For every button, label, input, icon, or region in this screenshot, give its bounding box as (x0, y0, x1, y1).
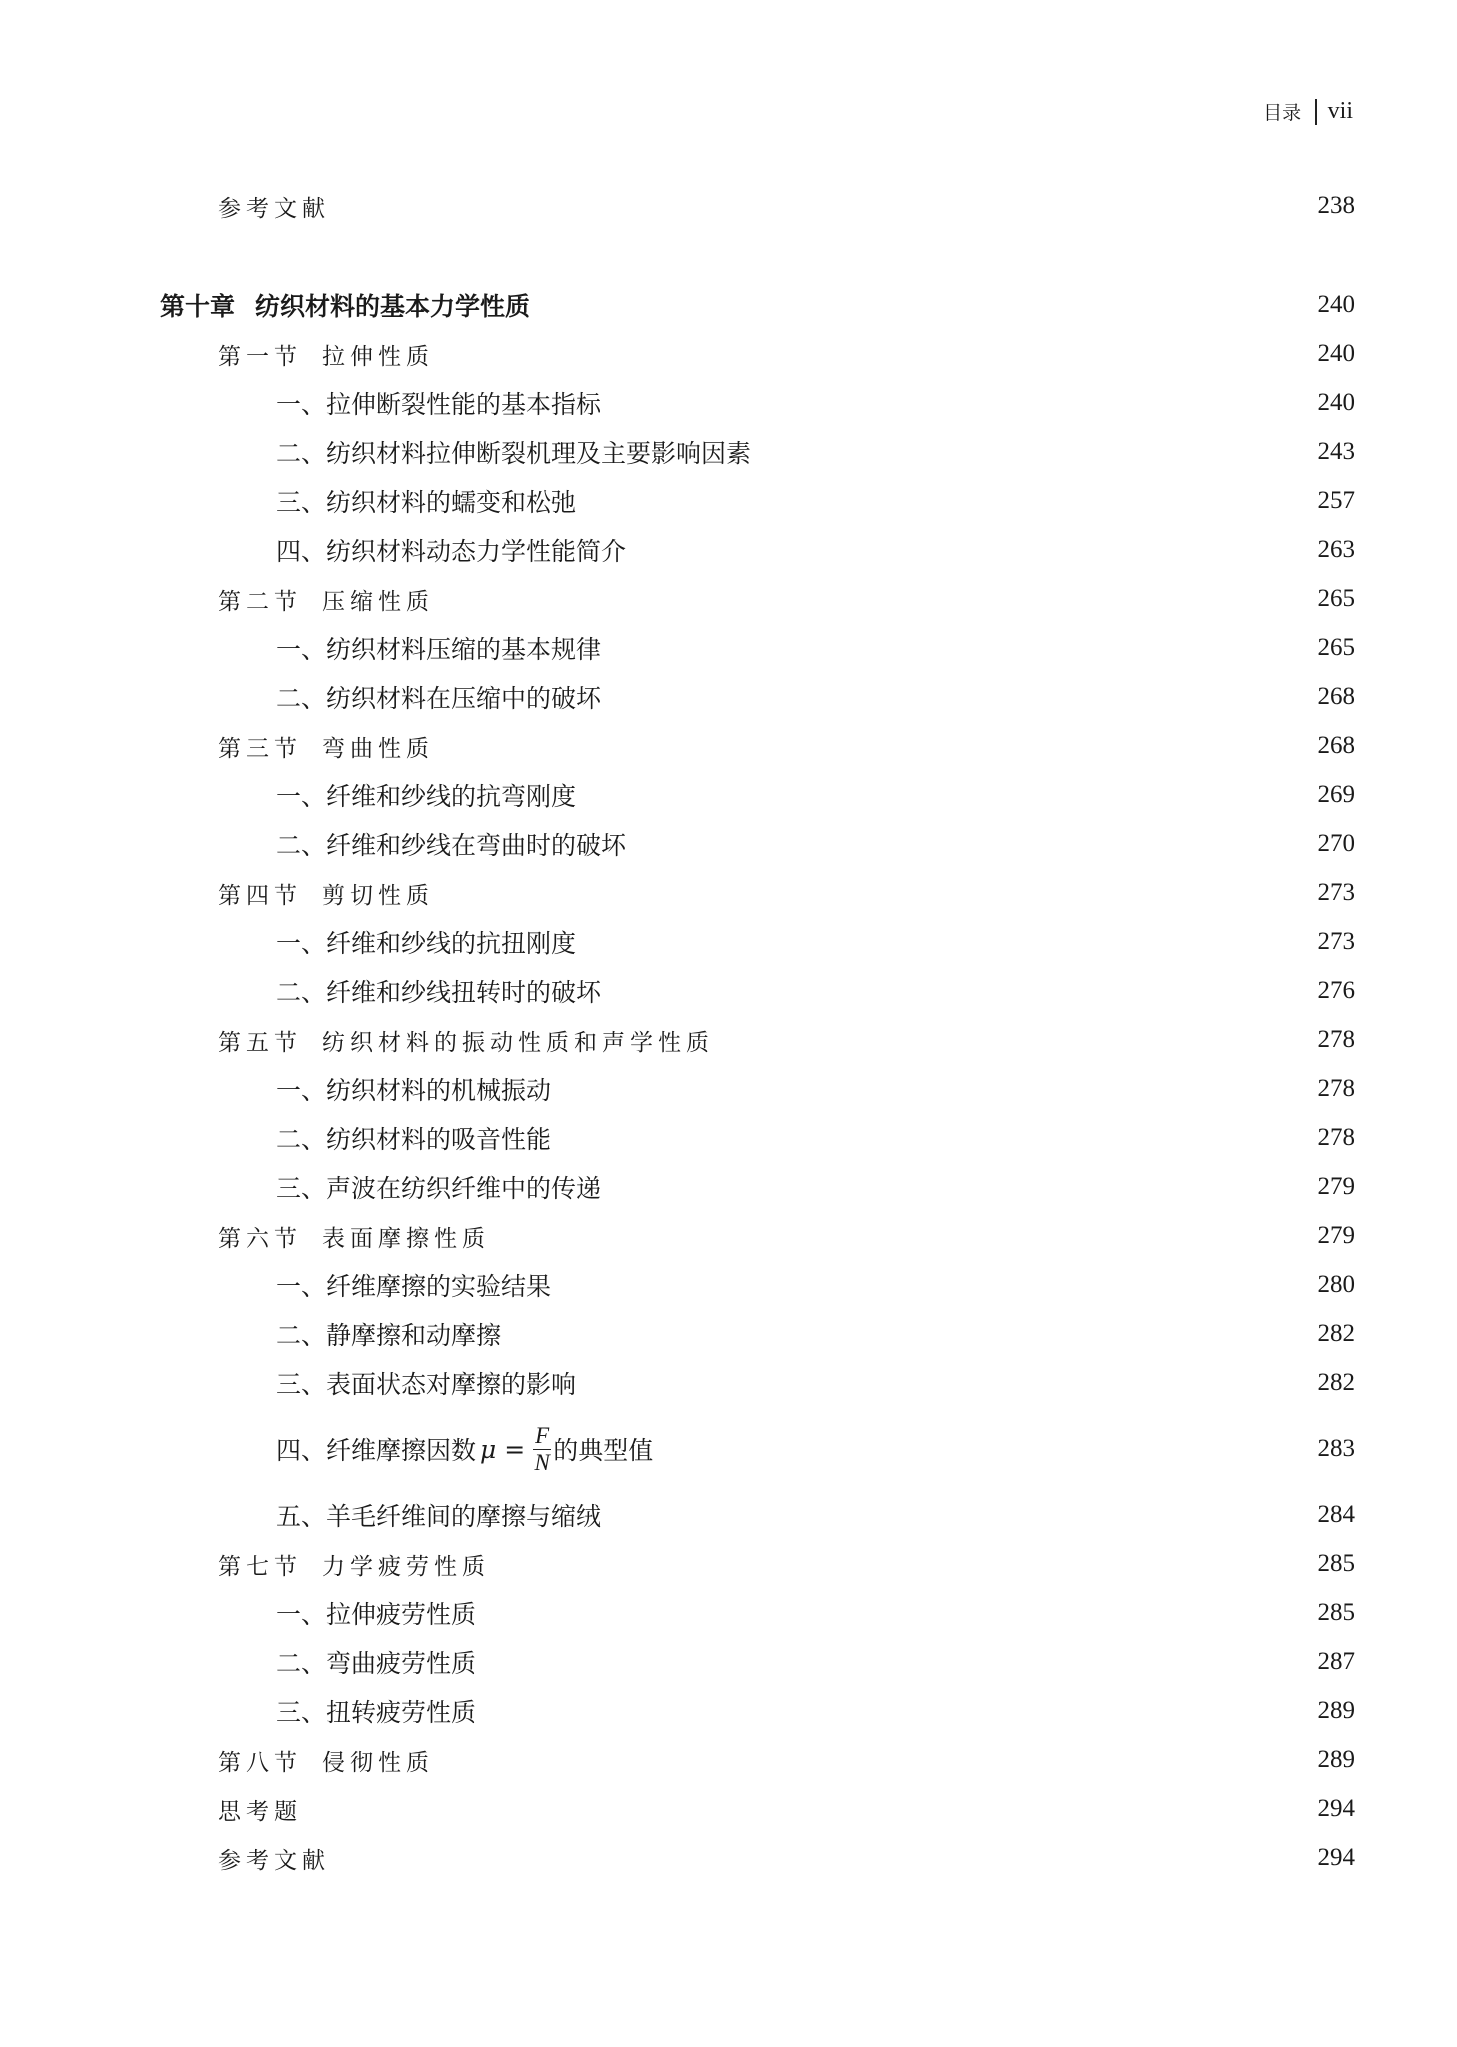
toc-title (218, 1220, 490, 1253)
dot-leader (492, 1596, 1303, 1630)
toc-page-number: 285 (1317, 1599, 1355, 1626)
toc-title (218, 1024, 714, 1057)
toc-page-number: 285 (1317, 1550, 1355, 1577)
toc-title: 一、拉伸疲劳性质 (276, 1600, 477, 1629)
toc-entry-item[interactable] (276, 631, 1355, 665)
toc-title (218, 1744, 434, 1777)
toc-entry-item[interactable] (276, 1121, 1355, 1155)
dot-leader (617, 1170, 1303, 1204)
toc-entry-item[interactable] (276, 1645, 1355, 1679)
toc-entry-item[interactable] (276, 1072, 1355, 1106)
dot-leader (592, 925, 1303, 959)
toc-page-number: 279 (1317, 1173, 1355, 1200)
toc-page-number: 268 (1317, 732, 1355, 759)
toc-page-number: 289 (1317, 1746, 1355, 1773)
section-title: 弯曲性质 (322, 735, 434, 762)
dot-leader (567, 1121, 1303, 1155)
dot-leader (617, 1498, 1303, 1532)
dot-leader (617, 680, 1303, 714)
fraction-numerator: F (535, 1422, 550, 1448)
chapter-number: 第十章 (160, 292, 236, 321)
toc-entry-section[interactable] (218, 337, 1355, 371)
toc-title: 五、羊毛纤维间的摩擦与缩绒 (276, 1502, 602, 1531)
toc-page-number: 273 (1317, 928, 1355, 955)
section-title: 侵彻性质 (322, 1749, 434, 1776)
section-title: 压缩性质 (322, 588, 434, 615)
toc-page-number: 263 (1317, 536, 1355, 563)
dot-leader (492, 1694, 1303, 1728)
section-title: 纺织材料的振动性质和声学性质 (322, 1029, 714, 1056)
toc-entry-section[interactable] (218, 1023, 1355, 1057)
toc-entry-ref[interactable] (218, 189, 1355, 223)
dot-leader (318, 1792, 1303, 1826)
section-number: 第七节 (218, 1553, 302, 1580)
toc-page-number: 265 (1317, 585, 1355, 612)
dot-leader (592, 778, 1303, 812)
toc-page-number: 240 (1317, 389, 1355, 416)
dot-leader (567, 1268, 1303, 1302)
dot-leader (450, 876, 1303, 910)
toc-entry-item[interactable] (276, 1596, 1355, 1630)
toc-entry-section[interactable] (218, 582, 1355, 616)
running-header-page-number: vii (1327, 98, 1353, 124)
section-number: 第三节 (218, 735, 302, 762)
dot-leader (669, 1432, 1303, 1466)
toc-entry-item[interactable] (276, 484, 1355, 518)
toc-entry-item[interactable] (276, 1317, 1355, 1351)
toc-title (218, 338, 434, 371)
toc-page-number: 257 (1317, 487, 1355, 514)
toc-entry-ref[interactable] (218, 1841, 1355, 1875)
toc-entry-item[interactable] (276, 435, 1355, 469)
toc-title: 一、纤维和纱线的抗弯刚度 (276, 782, 577, 811)
toc-title: 二、弯曲疲劳性质 (276, 1649, 477, 1678)
toc-page-number: 279 (1317, 1222, 1355, 1249)
toc-page-number: 294 (1317, 1795, 1355, 1822)
dot-leader (642, 827, 1303, 861)
toc-entry-item[interactable] (276, 1268, 1355, 1302)
dot-leader (567, 1072, 1303, 1106)
toc-page-number: 269 (1317, 781, 1355, 808)
section-number: 第二节 (218, 588, 302, 615)
toc-page-number: 282 (1317, 1320, 1355, 1347)
friction-coefficient-symbol: μ = (480, 1434, 526, 1464)
toc-title: 一、纤维摩擦的实验结果 (276, 1272, 552, 1301)
toc-entry-item[interactable] (276, 533, 1355, 567)
toc-entry-ref[interactable] (218, 1792, 1355, 1826)
dot-leader (450, 337, 1303, 371)
toc-title: 思考题 (218, 1798, 302, 1825)
toc-page-number: 289 (1317, 1697, 1355, 1724)
dot-leader (592, 484, 1303, 518)
dot-leader (506, 1219, 1303, 1253)
toc-title: 三、扭转疲劳性质 (276, 1698, 477, 1727)
toc-title: 二、纤维和纱线扭转时的破坏 (276, 978, 602, 1007)
toc-page-number: 294 (1317, 1844, 1355, 1871)
toc-page-number: 276 (1317, 977, 1355, 1004)
toc-title: 三、声波在纺织纤维中的传递 (276, 1174, 602, 1203)
section-number: 第一节 (218, 343, 302, 370)
toc-title: 四、纺织材料动态力学性能简介 (276, 537, 627, 566)
toc-title: 二、纤维和纱线在弯曲时的破坏 (276, 831, 627, 860)
toc-entry-section[interactable] (218, 729, 1355, 763)
toc-entry-item[interactable] (276, 1498, 1355, 1532)
dot-leader (617, 386, 1303, 420)
dot-leader (617, 631, 1303, 665)
dot-leader (617, 974, 1303, 1008)
toc-page-number: 284 (1317, 1501, 1355, 1528)
toc-entry-section[interactable] (218, 876, 1355, 910)
toc-entry-item[interactable] (276, 386, 1355, 420)
toc-entry-item[interactable] (276, 1170, 1355, 1204)
dot-leader (450, 729, 1303, 763)
toc-page-number: 265 (1317, 634, 1355, 661)
toc-page-number: 240 (1317, 340, 1355, 367)
toc-entry-item[interactable] (276, 778, 1355, 812)
dot-leader (450, 1743, 1303, 1777)
section-title: 拉伸性质 (322, 343, 434, 370)
toc-title (160, 287, 530, 323)
dot-leader (346, 1841, 1303, 1875)
dot-leader (517, 1317, 1303, 1351)
toc-title: 参考文献 (218, 195, 330, 222)
toc-entry-formula[interactable] (276, 1422, 1355, 1475)
toc-page-number: 283 (1317, 1435, 1355, 1462)
toc-title: 一、拉伸断裂性能的基本指标 (276, 390, 602, 419)
toc-title: 二、纺织材料在压缩中的破坏 (276, 684, 602, 713)
dot-leader (492, 1645, 1303, 1679)
dot-leader (506, 1547, 1303, 1581)
toc-title: 二、静摩擦和动摩擦 (276, 1321, 502, 1350)
section-number: 第六节 (218, 1225, 302, 1252)
toc-page-number: 287 (1317, 1648, 1355, 1675)
toc-entry-item[interactable] (276, 974, 1355, 1008)
toc-title (218, 877, 434, 910)
toc-entry-item[interactable] (276, 827, 1355, 861)
dot-leader (592, 1366, 1303, 1400)
toc-page-number: 273 (1317, 879, 1355, 906)
toc-page-number: 278 (1317, 1124, 1355, 1151)
section-number: 第八节 (218, 1749, 302, 1776)
section-title: 表面摩擦性质 (322, 1225, 490, 1252)
running-header-section: 目录 (1263, 102, 1302, 124)
dot-leader (546, 288, 1303, 322)
toc-entry-section[interactable] (218, 1547, 1355, 1581)
toc-title: 三、纺织材料的蠕变和松弛 (276, 488, 577, 517)
toc-page-number: 278 (1317, 1075, 1355, 1102)
section-title: 剪切性质 (322, 882, 434, 909)
fraction (533, 1423, 551, 1476)
toc-entry-item[interactable] (276, 1694, 1355, 1728)
toc-page-number: 238 (1317, 192, 1355, 219)
toc-title (218, 730, 434, 763)
toc-entry-item[interactable] (276, 1366, 1355, 1400)
dot-leader (730, 1023, 1303, 1057)
toc-entry-item[interactable] (276, 680, 1355, 714)
dot-leader (642, 533, 1303, 567)
dot-leader (767, 435, 1303, 469)
toc-title: 一、纤维和纱线的抗扭刚度 (276, 929, 577, 958)
toc-entry-chapter[interactable] (160, 288, 1355, 322)
toc-title: 二、纺织材料的吸音性能 (276, 1125, 552, 1154)
toc-page-number: 268 (1317, 683, 1355, 710)
toc-page-number: 270 (1317, 830, 1355, 857)
toc-title (218, 1548, 490, 1581)
dot-leader (450, 582, 1303, 616)
toc-page-number: 240 (1317, 291, 1355, 318)
toc-title: 三、表面状态对摩擦的影响 (276, 1370, 577, 1399)
section-number: 第四节 (218, 882, 302, 909)
item-title-suffix: 的典型值 (553, 1436, 654, 1465)
toc-title: 二、纺织材料拉伸断裂机理及主要影响因素 (276, 439, 752, 468)
toc-title: 一、纺织材料压缩的基本规律 (276, 635, 602, 664)
toc-page-number: 280 (1317, 1271, 1355, 1298)
toc-entry-section[interactable] (218, 1743, 1355, 1777)
dot-leader (346, 189, 1303, 223)
toc-title: 一、纺织材料的机械振动 (276, 1076, 552, 1105)
toc-entry-section[interactable] (218, 1219, 1355, 1253)
fraction-denominator: N (534, 1449, 550, 1475)
toc-page-number: 243 (1317, 438, 1355, 465)
toc-title (218, 583, 434, 616)
toc-page-number: 278 (1317, 1026, 1355, 1053)
chapter-title: 纺织材料的基本力学性质 (255, 292, 531, 321)
toc-page-number: 282 (1317, 1369, 1355, 1396)
section-number: 第五节 (218, 1029, 302, 1056)
toc-title: 参考文献 (218, 1847, 330, 1874)
section-title: 力学疲劳性质 (322, 1553, 490, 1580)
toc-title (276, 1423, 653, 1476)
toc-entry-item[interactable] (276, 925, 1355, 959)
item-title-prefix: 四、纤维摩擦因数 (276, 1436, 477, 1465)
